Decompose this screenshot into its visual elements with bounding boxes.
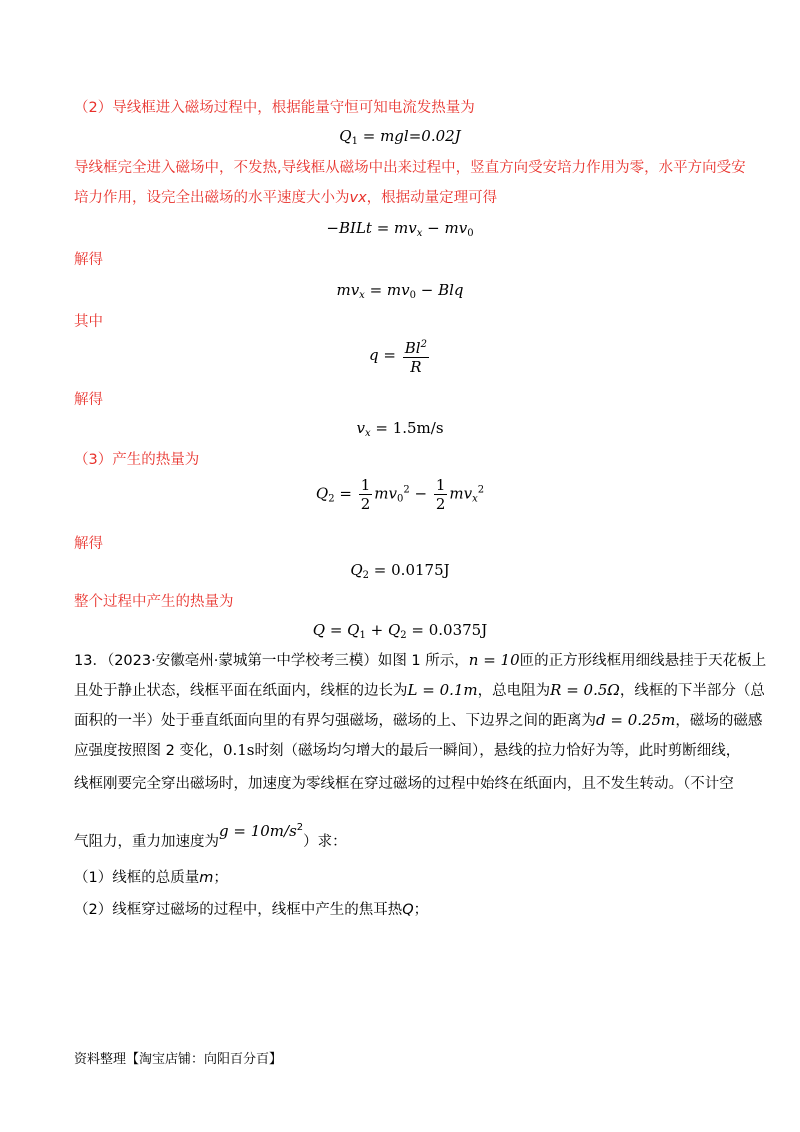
equation-vx: $v_x = 1.5m/s$: [356, 419, 444, 439]
exit-text-2: 培力作用，设完全出磁场的水平速度大小为vx，根据动量定理可得: [74, 190, 498, 206]
jiede-label-3: 解得: [74, 536, 103, 552]
problem13-line-1: 13．（2023·安徽亳州·蒙城第一中学校考三模）如图 1 所示，n = 10匝的正方形线框用细线悬挂于天花板上: [74, 651, 767, 669]
qizhong-label: 其中: [74, 314, 103, 330]
question-2: （2）线框穿过磁场的过程中，线框中产生的焦耳热Q；: [74, 902, 429, 918]
footer-source: 资料整理【淘宝店铺：向阳百分百】: [74, 1052, 283, 1067]
equation-q1: $Q_1 = mgl=0.02J$: [339, 127, 461, 147]
problem13-line-4: 应强度按照图 2 变化，0.1s时刻（磁场均匀增大的最后一瞬间），悬线的拉力恰好为等，此时剪断细线，: [74, 741, 741, 759]
problem13-line-3: 面积的一半）处于垂直纸面向里的有界匀强磁场，磁场的上、下边界之间的距离为d = 0.25m，磁场的磁感: [74, 711, 763, 729]
equation-q2: $Q_2$ = $\frac{1}{2}$ $mv_0^2$ − $\frac{1}{2}$ $mv_x^2$: [315, 476, 485, 513]
problem13-line-5: 线框刚要完全穿出磁场时，加速度为零线框在穿过磁场的过程中始终在纸面内，且不发生转动。（不计空: [74, 776, 734, 792]
question-1: （1）线框的总质量m；: [74, 870, 228, 886]
total-heat-intro: 整个过程中产生的热量为: [74, 594, 234, 610]
jiede-label-1: 解得: [74, 252, 103, 268]
equation-q2-value: $Q_2 = 0.0175J$: [350, 561, 450, 581]
problem13-line-6: 气阻力，重力加速度为$g = 10m/s^2$）求：: [74, 822, 347, 850]
equation-momentum: −BILt = $mv_x - mv_0$: [326, 219, 474, 239]
jiede-label-2: 解得: [74, 392, 103, 408]
part3-intro: （3）产生的热量为: [74, 452, 200, 468]
exit-text-1: 导线框完全进入磁场中，不发热,导线框从磁场中出来过程中，竖直方向受安培力作用为零，水平方向受安: [74, 160, 746, 176]
problem13-line-2: 且处于静止状态，线框平面在纸面内，线框的边长为L = 0.1m，总电阻为R = 0.5Ω，线框的下半部分（总: [74, 681, 765, 699]
equation-total-heat: $Q = Q_1 + Q_2 = 0.0375J$: [312, 621, 488, 641]
part2-intro: （2）导线框进入磁场过程中，根据能量守恒可知电流发热量为: [74, 100, 475, 116]
equation-q-fraction: q = $\frac{Bl^2}{R}$: [0, 336, 800, 376]
equation-mvx: $mv_x = mv_0$ − Blq: [336, 281, 464, 301]
